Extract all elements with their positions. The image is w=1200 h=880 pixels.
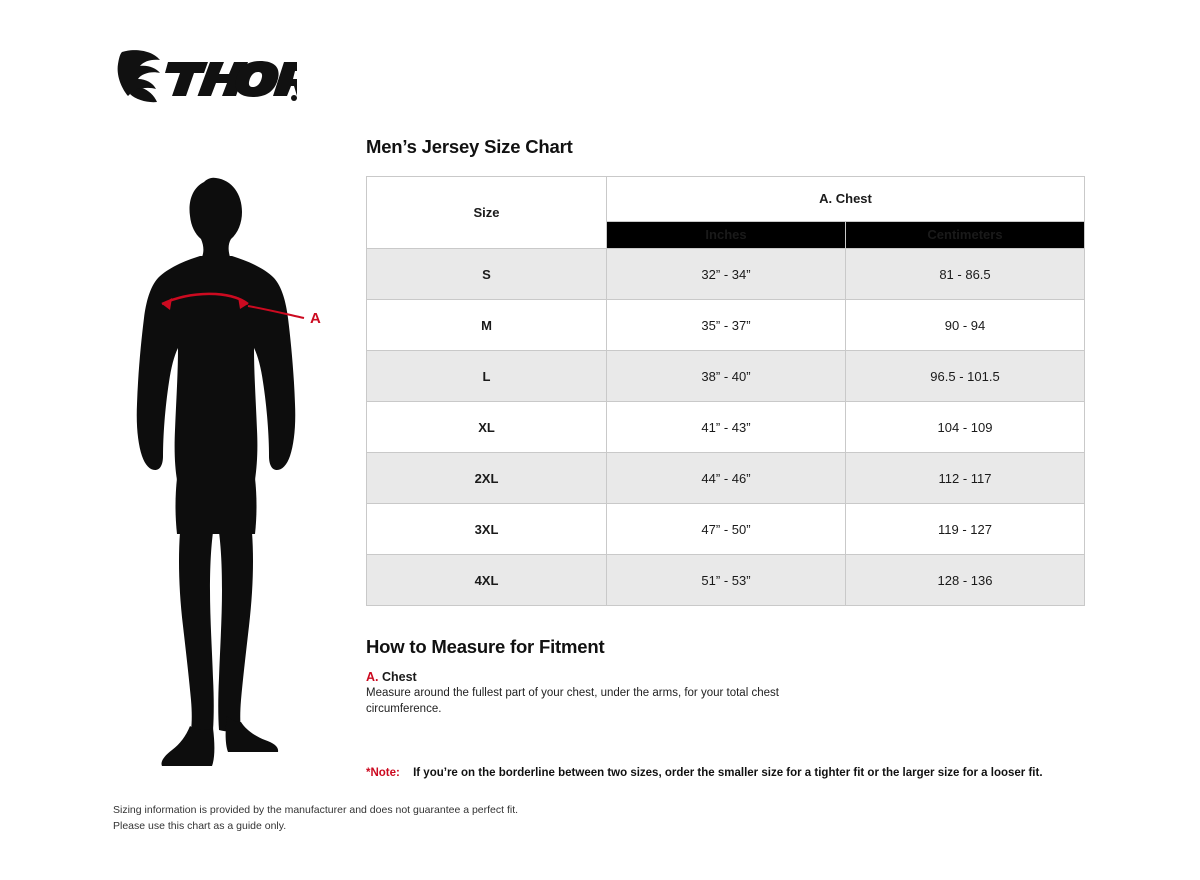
table-row	[367, 504, 1085, 555]
chest-measure-label: A	[310, 310, 322, 327]
cell-inches: 41” - 43”	[607, 402, 846, 453]
cell-size: 3XL	[367, 504, 607, 555]
cell-centimeters: 119 - 127	[846, 504, 1085, 555]
cell-centimeters: 104 - 109	[846, 402, 1085, 453]
cell-inches: 32” - 34”	[607, 249, 846, 300]
column-group-header-chest: A. Chest	[607, 177, 1085, 222]
cell-size: L	[367, 351, 607, 402]
table-row	[367, 555, 1085, 606]
how-to-measure-title: How to Measure for Fitment	[366, 636, 605, 657]
male-silhouette-shape	[137, 178, 296, 766]
measure-item-chest	[366, 670, 1086, 717]
cell-size: S	[367, 249, 607, 300]
cell-centimeters: 96.5 - 101.5	[846, 351, 1085, 402]
cell-centimeters: 81 - 86.5	[846, 249, 1085, 300]
note-text: If you’re on the borderline between two sizes, order the smaller size for a tighter fit or the larger size for a looser fit.	[413, 767, 1043, 780]
table-row	[367, 249, 1085, 300]
table-row	[367, 300, 1085, 351]
table-row	[367, 351, 1085, 402]
column-header-size: Size	[367, 177, 607, 249]
thor-logo	[112, 46, 297, 108]
cell-inches: 35” - 37”	[607, 300, 846, 351]
table-row	[367, 402, 1085, 453]
cell-centimeters: 128 - 136	[846, 555, 1085, 606]
column-header-inches: Inches	[607, 221, 846, 248]
page-title: Men’s Jersey Size Chart	[366, 136, 573, 157]
cell-size: XL	[367, 402, 607, 453]
table-header-row-group	[367, 177, 1085, 222]
cell-size: M	[367, 300, 607, 351]
cell-inches: 38” - 40”	[607, 351, 846, 402]
footer-line-1: Sizing information is provided by the manufacturer and does not guarantee a perfect fit.	[113, 804, 519, 816]
cell-centimeters: 90 - 94	[846, 300, 1085, 351]
cell-size: 2XL	[367, 453, 607, 504]
note-label: *Note:	[366, 767, 400, 780]
cell-inches: 51” - 53”	[607, 555, 846, 606]
cell-centimeters: 112 - 117	[846, 453, 1085, 504]
measure-item-heading	[366, 670, 1086, 684]
cell-inches: 47” - 50”	[607, 504, 846, 555]
cell-inches: 44” - 46”	[607, 453, 846, 504]
measure-item-marker: A.	[366, 670, 379, 684]
size-chart-table	[366, 176, 1085, 606]
size-chart-content	[366, 136, 1086, 779]
column-header-centimeters: Centimeters	[846, 221, 1085, 248]
table-row	[367, 453, 1085, 504]
footer-disclaimer	[113, 803, 518, 835]
footer-line-2: Please use this chart as a guide only.	[113, 819, 287, 832]
measure-item-name: Chest	[381, 670, 417, 684]
size-chart-body	[367, 249, 1085, 606]
body-silhouette-figure	[100, 160, 350, 770]
cell-size: 4XL	[367, 555, 607, 606]
measure-item-description: Measure around the fullest part of your chest, under the arms, for your total chest circumference.	[366, 687, 779, 715]
note-row	[366, 767, 1086, 779]
